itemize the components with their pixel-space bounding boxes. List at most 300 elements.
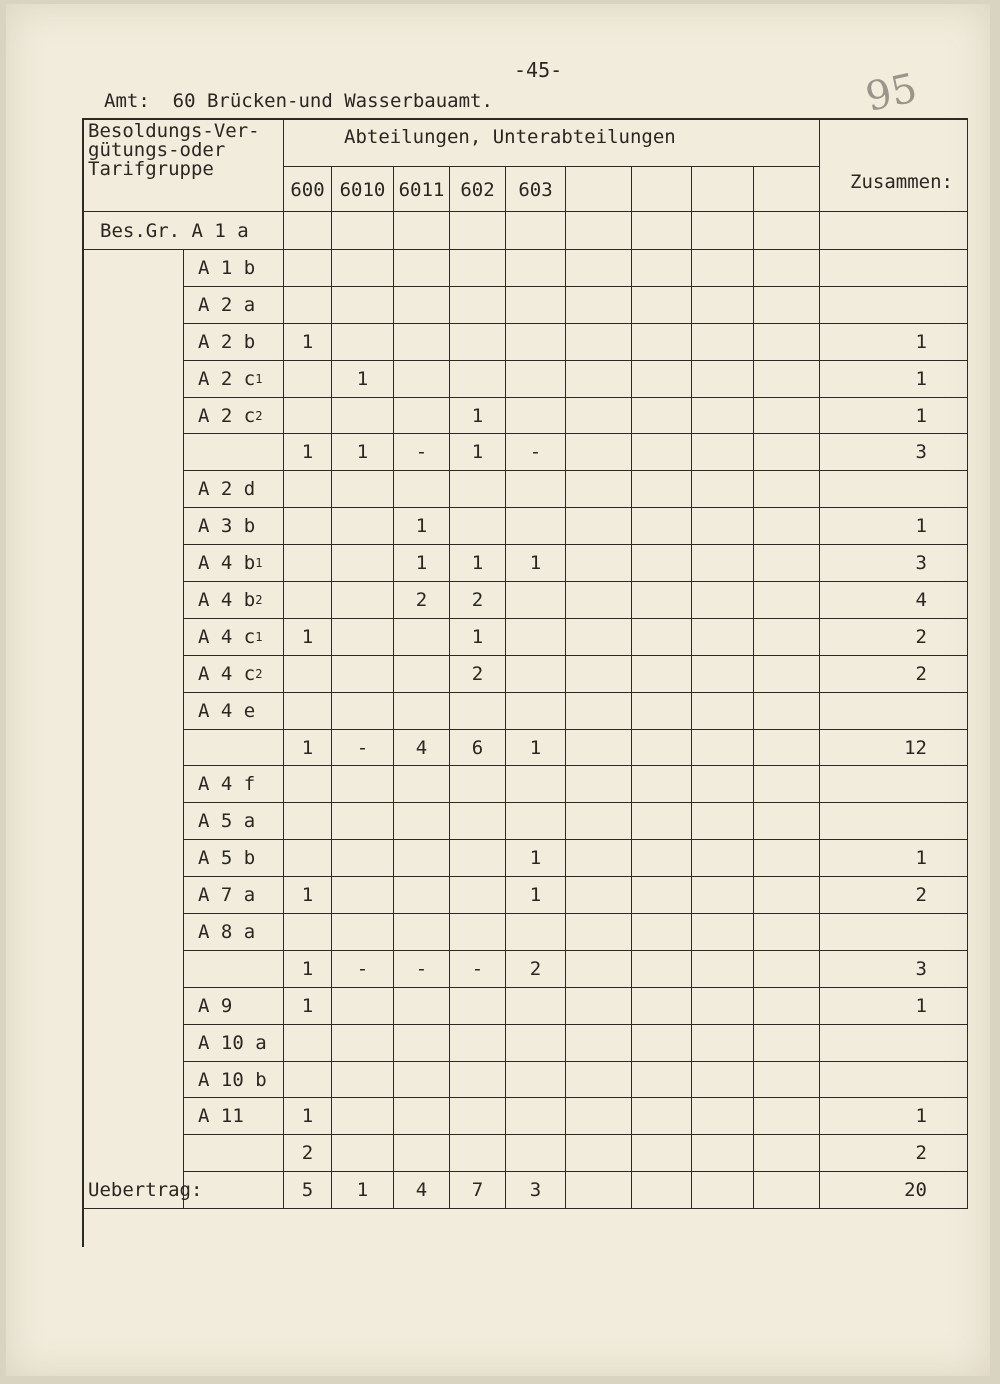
- value-cell: 2: [450, 582, 506, 619]
- empty-cell: [632, 1135, 692, 1172]
- carry-over-value: 4: [394, 1172, 450, 1209]
- value-cell: [332, 877, 394, 914]
- value-cell: [332, 1135, 394, 1172]
- empty-cell: [632, 324, 692, 361]
- empty-cell: [566, 545, 632, 582]
- empty-cell: [754, 1098, 820, 1135]
- row-total: 1: [820, 988, 968, 1025]
- row-total: 3: [820, 434, 968, 471]
- value-cell: [506, 803, 566, 840]
- empty-cell: [692, 545, 754, 582]
- empty-cell: [692, 361, 754, 398]
- empty-cell: [566, 212, 632, 250]
- group-label: A 10 a: [184, 1025, 284, 1062]
- value-cell: [450, 1062, 506, 1099]
- group-label: A 5 b: [184, 840, 284, 877]
- empty-cell: [754, 766, 820, 803]
- value-cell: [394, 1062, 450, 1099]
- value-cell: 1: [394, 508, 450, 545]
- empty-cell: [632, 656, 692, 693]
- carry-over-value: 1: [332, 1172, 394, 1209]
- value-cell: [332, 398, 394, 435]
- value-cell: [450, 287, 506, 324]
- empty-cell: [632, 361, 692, 398]
- value-cell: [450, 1098, 506, 1135]
- empty-cell: [566, 1062, 632, 1099]
- value-cell: [332, 803, 394, 840]
- empty-cell: [692, 212, 754, 250]
- empty-cell: [692, 1098, 754, 1135]
- empty-cell: [754, 287, 820, 324]
- value-cell: 1: [284, 1098, 332, 1135]
- empty-cell: [692, 582, 754, 619]
- row-total: 1: [820, 398, 968, 435]
- row-total: 1: [820, 1098, 968, 1135]
- carry-over-value: 7: [450, 1172, 506, 1209]
- value-cell: [394, 361, 450, 398]
- value-cell: [506, 693, 566, 730]
- value-cell: [450, 988, 506, 1025]
- department-header: 6011: [394, 166, 450, 212]
- page-number: -45-: [514, 58, 563, 82]
- empty-cell: [692, 508, 754, 545]
- row-total: 2: [820, 619, 968, 656]
- empty-cell: [632, 545, 692, 582]
- value-cell: -: [394, 951, 450, 988]
- value-cell: 4: [394, 730, 450, 767]
- empty-cell: [632, 914, 692, 951]
- value-cell: 1: [506, 877, 566, 914]
- empty-cell: [754, 730, 820, 767]
- value-cell: [450, 914, 506, 951]
- empty-cell: [692, 840, 754, 877]
- empty-cell: [754, 840, 820, 877]
- value-cell: [450, 766, 506, 803]
- empty-cell: [632, 951, 692, 988]
- empty-cell: [692, 951, 754, 988]
- value-cell: [506, 619, 566, 656]
- value-cell: [332, 1062, 394, 1099]
- department-header: 602: [450, 166, 506, 212]
- group-label: A 4 c 2: [184, 656, 284, 693]
- empty-cell: [692, 434, 754, 471]
- empty-cell: [632, 988, 692, 1025]
- value-cell: [394, 914, 450, 951]
- value-cell: [284, 212, 332, 250]
- empty-cell: [754, 582, 820, 619]
- empty-cell: [566, 693, 632, 730]
- empty-department-header: [692, 166, 754, 212]
- empty-cell: [754, 398, 820, 435]
- empty-department-header: [754, 166, 820, 212]
- value-cell: [394, 766, 450, 803]
- empty-cell: [692, 287, 754, 324]
- value-cell: [332, 582, 394, 619]
- value-cell: [394, 324, 450, 361]
- value-cell: [506, 508, 566, 545]
- value-cell: [284, 803, 332, 840]
- row-total: [820, 1062, 968, 1099]
- empty-cell: [566, 877, 632, 914]
- empty-cell: [754, 324, 820, 361]
- departments-header: Abteilungen, Unterabteilungen: [284, 120, 820, 212]
- value-cell: [506, 324, 566, 361]
- value-cell: [450, 877, 506, 914]
- value-cell: [332, 988, 394, 1025]
- group-label: A 5 a: [184, 803, 284, 840]
- value-cell: 2: [284, 1135, 332, 1172]
- group-header-line: Tarifgruppe: [88, 158, 214, 180]
- empty-cell: [754, 361, 820, 398]
- empty-cell: [692, 766, 754, 803]
- group-label: A 7 a: [184, 877, 284, 914]
- empty-cell: [632, 471, 692, 508]
- empty-cell: [566, 840, 632, 877]
- indent-column: [84, 250, 184, 1209]
- value-cell: [506, 398, 566, 435]
- empty-cell: [566, 582, 632, 619]
- value-cell: 1: [450, 398, 506, 435]
- row-total: 2: [820, 877, 968, 914]
- empty-department-header: [632, 166, 692, 212]
- value-cell: 6: [450, 730, 506, 767]
- row-total: 2: [820, 1135, 968, 1172]
- value-cell: [394, 877, 450, 914]
- value-cell: 2: [506, 951, 566, 988]
- value-cell: 2: [450, 656, 506, 693]
- value-cell: [506, 287, 566, 324]
- value-cell: [394, 840, 450, 877]
- empty-cell: [566, 656, 632, 693]
- subtotal-label: [184, 1135, 284, 1172]
- subtotal-label: [184, 951, 284, 988]
- value-cell: 1: [284, 619, 332, 656]
- row-total: [820, 287, 968, 324]
- empty-cell: [692, 803, 754, 840]
- value-cell: 1: [506, 730, 566, 767]
- row-total: [820, 1025, 968, 1062]
- value-cell: [394, 1025, 450, 1062]
- empty-cell: [632, 287, 692, 324]
- value-cell: [332, 1025, 394, 1062]
- value-cell: [284, 398, 332, 435]
- group-label: A 3 b: [184, 508, 284, 545]
- empty-cell: [754, 803, 820, 840]
- empty-cell: [632, 1025, 692, 1062]
- empty-cell: [632, 803, 692, 840]
- value-cell: [332, 545, 394, 582]
- row-total: 1: [820, 508, 968, 545]
- carry-over-value: 5: [284, 1172, 332, 1209]
- empty-cell: [754, 471, 820, 508]
- value-cell: [394, 1098, 450, 1135]
- empty-cell: [692, 1062, 754, 1099]
- empty-cell: [566, 324, 632, 361]
- empty-cell: [692, 324, 754, 361]
- empty-cell: [692, 250, 754, 287]
- empty-cell: [632, 250, 692, 287]
- value-cell: [506, 1135, 566, 1172]
- value-cell: [450, 324, 506, 361]
- row-total: 1: [820, 324, 968, 361]
- value-cell: [284, 361, 332, 398]
- empty-cell: [566, 250, 632, 287]
- empty-cell: [692, 471, 754, 508]
- value-cell: 1: [450, 545, 506, 582]
- value-cell: [450, 1025, 506, 1062]
- value-cell: [450, 803, 506, 840]
- value-cell: [394, 656, 450, 693]
- value-cell: [394, 988, 450, 1025]
- empty-cell: [754, 693, 820, 730]
- value-cell: [332, 619, 394, 656]
- empty-cell: [692, 1025, 754, 1062]
- row-total: 1: [820, 840, 968, 877]
- empty-cell: [692, 914, 754, 951]
- group-label: A 4 c 1: [184, 619, 284, 656]
- empty-cell: [754, 1135, 820, 1172]
- value-cell: [394, 398, 450, 435]
- empty-cell: [632, 877, 692, 914]
- value-cell: [394, 287, 450, 324]
- table-grid: [84, 120, 968, 1247]
- value-cell: [506, 582, 566, 619]
- value-cell: [332, 1098, 394, 1135]
- group-label: A 9: [184, 988, 284, 1025]
- empty-cell: [566, 951, 632, 988]
- group-label: A 4 b 2: [184, 582, 284, 619]
- value-cell: [332, 656, 394, 693]
- empty-cell: [632, 1062, 692, 1099]
- value-cell: [332, 693, 394, 730]
- empty-cell: [754, 212, 820, 250]
- department-header: 600: [284, 166, 332, 212]
- value-cell: [506, 988, 566, 1025]
- value-cell: [284, 508, 332, 545]
- value-cell: [284, 914, 332, 951]
- empty-cell: [754, 914, 820, 951]
- empty-cell: [754, 877, 820, 914]
- group-label: A 4 b 1: [184, 545, 284, 582]
- empty-cell: [632, 766, 692, 803]
- group-header-line: Besoldungs-Ver-: [88, 120, 260, 142]
- row-total: [820, 914, 968, 951]
- empty-cell: [566, 730, 632, 767]
- empty-cell: [754, 619, 820, 656]
- value-cell: [332, 212, 394, 250]
- empty-cell: [566, 914, 632, 951]
- value-cell: 1: [332, 361, 394, 398]
- empty-cell: [754, 508, 820, 545]
- value-cell: [506, 1025, 566, 1062]
- empty-cell: [566, 398, 632, 435]
- value-cell: [332, 766, 394, 803]
- value-cell: [506, 250, 566, 287]
- empty-cell: [692, 619, 754, 656]
- value-cell: 1: [284, 951, 332, 988]
- empty-cell: [566, 287, 632, 324]
- empty-cell: [566, 1025, 632, 1062]
- value-cell: [332, 471, 394, 508]
- value-cell: [450, 361, 506, 398]
- group-header-line: gütungs-oder: [88, 139, 226, 161]
- empty-cell: [754, 656, 820, 693]
- value-cell: [284, 1062, 332, 1099]
- value-cell: [450, 1135, 506, 1172]
- value-cell: [450, 471, 506, 508]
- value-cell: -: [394, 434, 450, 471]
- value-cell: [284, 582, 332, 619]
- value-cell: -: [450, 951, 506, 988]
- value-cell: [506, 914, 566, 951]
- empty-cell: [692, 398, 754, 435]
- group-label: A 2 d: [184, 471, 284, 508]
- row-total: 12: [820, 730, 968, 767]
- row-total: [820, 766, 968, 803]
- empty-cell: [754, 951, 820, 988]
- row-total: [820, 212, 968, 250]
- empty-cell: [566, 434, 632, 471]
- empty-cell: [566, 1098, 632, 1135]
- empty-cell: [566, 988, 632, 1025]
- value-cell: [284, 471, 332, 508]
- value-cell: 1: [450, 619, 506, 656]
- value-cell: [284, 1025, 332, 1062]
- value-cell: 1: [450, 434, 506, 471]
- row-total: 4: [820, 582, 968, 619]
- total-column-header: Zusammen:: [820, 120, 968, 212]
- value-cell: [284, 693, 332, 730]
- value-cell: [506, 212, 566, 250]
- row-total: 3: [820, 545, 968, 582]
- group-label: A 2 b: [184, 324, 284, 361]
- value-cell: [394, 1135, 450, 1172]
- group-label: A 10 b: [184, 1062, 284, 1099]
- value-cell: 1: [332, 434, 394, 471]
- value-cell: [506, 1098, 566, 1135]
- empty-cell: [632, 508, 692, 545]
- empty-cell: [632, 619, 692, 656]
- value-cell: [332, 508, 394, 545]
- group-label: A 2 c 1: [184, 361, 284, 398]
- empty-cell: [566, 1135, 632, 1172]
- value-cell: [394, 803, 450, 840]
- empty-cell: [632, 398, 692, 435]
- group-label: A 4 e: [184, 693, 284, 730]
- empty-cell: [754, 434, 820, 471]
- value-cell: 2: [394, 582, 450, 619]
- empty-cell: [692, 877, 754, 914]
- group-label: A 11: [184, 1098, 284, 1135]
- group-label: A 4 f: [184, 766, 284, 803]
- carry-over-label: Uebertrag:: [84, 1172, 284, 1209]
- value-cell: [332, 287, 394, 324]
- empty-cell: [632, 582, 692, 619]
- empty-cell: [632, 693, 692, 730]
- value-cell: 1: [284, 730, 332, 767]
- value-cell: [394, 250, 450, 287]
- value-cell: [450, 508, 506, 545]
- group-label: A 8 a: [184, 914, 284, 951]
- empty-cell: [632, 1098, 692, 1135]
- empty-department-header: [566, 166, 632, 212]
- row-total: [820, 803, 968, 840]
- value-cell: 1: [284, 324, 332, 361]
- empty-cell: [566, 1172, 632, 1209]
- row-total: [820, 250, 968, 287]
- department-header: 603: [506, 166, 566, 212]
- value-cell: [450, 840, 506, 877]
- value-cell: [284, 545, 332, 582]
- subtotal-label: [184, 434, 284, 471]
- empty-cell: [692, 730, 754, 767]
- value-cell: [506, 471, 566, 508]
- value-cell: [332, 914, 394, 951]
- value-cell: [332, 250, 394, 287]
- group-label: Bes.Gr. A 1 a: [84, 212, 284, 250]
- value-cell: [332, 840, 394, 877]
- group-label: A 2 a: [184, 287, 284, 324]
- empty-cell: [692, 1135, 754, 1172]
- empty-cell: [632, 1172, 692, 1209]
- row-total: 3: [820, 951, 968, 988]
- empty-cell: [566, 361, 632, 398]
- value-cell: [506, 656, 566, 693]
- row-total: [820, 693, 968, 730]
- value-cell: -: [332, 730, 394, 767]
- empty-cell: [632, 840, 692, 877]
- value-cell: [394, 693, 450, 730]
- group-label: A 2 c 2: [184, 398, 284, 435]
- group-label: A 1 b: [184, 250, 284, 287]
- empty-cell: [692, 988, 754, 1025]
- value-cell: -: [332, 951, 394, 988]
- empty-cell: [754, 1025, 820, 1062]
- value-cell: [284, 840, 332, 877]
- department-header: 6010: [332, 166, 394, 212]
- empty-cell: [632, 730, 692, 767]
- value-cell: [506, 361, 566, 398]
- subtotal-label: [184, 730, 284, 767]
- value-cell: [284, 766, 332, 803]
- empty-cell: [632, 212, 692, 250]
- row-total: [820, 471, 968, 508]
- value-cell: [450, 693, 506, 730]
- value-cell: [332, 324, 394, 361]
- pencil-annotation: 95: [861, 65, 922, 121]
- value-cell: 1: [506, 545, 566, 582]
- value-cell: 1: [284, 988, 332, 1025]
- office-title: Amt: 60 Brücken-und Wasserbauamt.: [104, 90, 493, 112]
- empty-cell: [566, 766, 632, 803]
- group-column-header: [84, 120, 284, 212]
- empty-cell: [754, 1172, 820, 1209]
- carry-over-total: 20: [820, 1172, 968, 1209]
- empty-cell: [566, 471, 632, 508]
- empty-cell: [632, 434, 692, 471]
- row-total: 1: [820, 361, 968, 398]
- value-cell: [284, 250, 332, 287]
- value-cell: 1: [394, 545, 450, 582]
- empty-cell: [692, 1172, 754, 1209]
- value-cell: [506, 766, 566, 803]
- value-cell: -: [506, 434, 566, 471]
- empty-cell: [566, 803, 632, 840]
- empty-cell: [754, 988, 820, 1025]
- carry-over-value: 3: [506, 1172, 566, 1209]
- value-cell: [394, 212, 450, 250]
- value-cell: [284, 656, 332, 693]
